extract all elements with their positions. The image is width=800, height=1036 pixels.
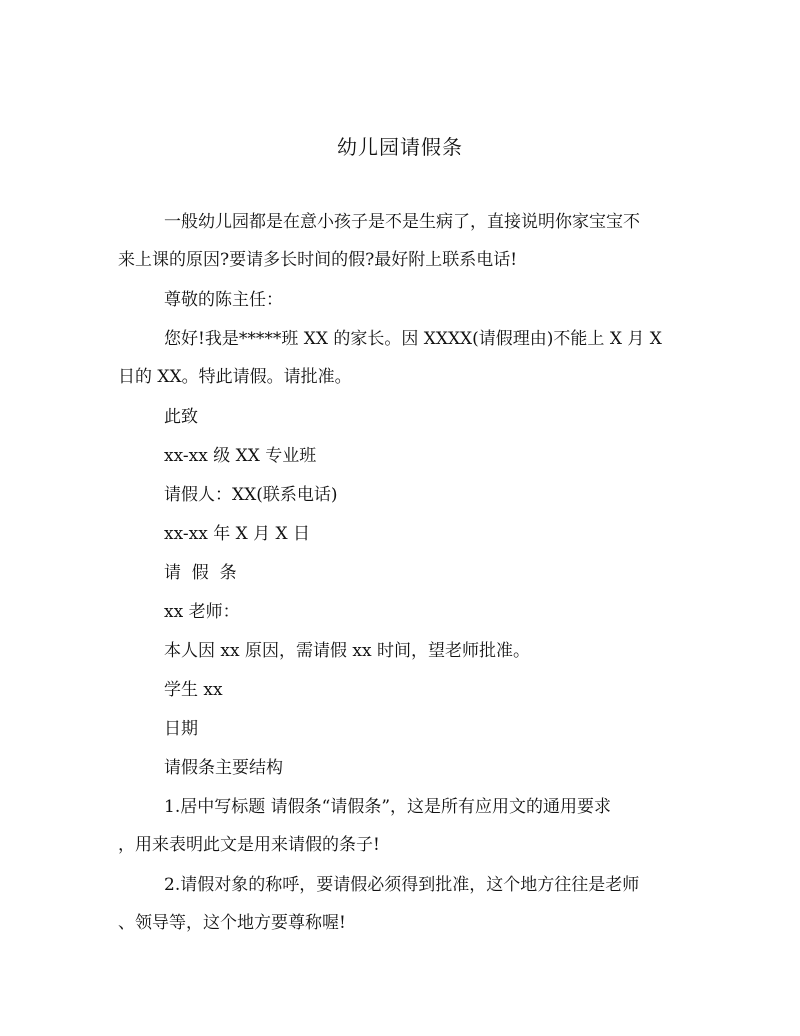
paragraph-body bbox=[118, 320, 688, 396]
paragraph-line: 请 假 条 bbox=[164, 563, 237, 583]
paragraph-line: 此致 bbox=[164, 407, 198, 427]
paragraph-structure-1 bbox=[118, 788, 688, 864]
paragraph-line: 日期 bbox=[164, 719, 198, 739]
paragraph-date bbox=[118, 515, 688, 553]
paragraph-line: 一般幼儿园都是在意小孩子是不是生病了，直接说明你家宝宝不 bbox=[164, 212, 640, 232]
paragraph-student bbox=[118, 671, 688, 709]
paragraph-line: xx-xx 级 XX 专业班 bbox=[164, 446, 317, 466]
paragraph-line: 来上课的原因?要请多长时间的假?最好附上联系电话! bbox=[118, 250, 518, 270]
paragraph-reason bbox=[118, 632, 688, 670]
paragraph-line: 请假条主要结构 bbox=[164, 758, 283, 778]
paragraph-line: 您好!我是*****班 XX 的家长。因 XXXX(请假理由)不能上 X 月 X bbox=[164, 329, 662, 349]
paragraph-line: xx-xx 年 X 月 X 日 bbox=[164, 524, 311, 544]
paragraph-line: ，用来表明此文是用来请假的条子! bbox=[118, 835, 380, 855]
paragraph-line: 学生 xx bbox=[164, 680, 223, 700]
paragraph-line: 本人因 xx 原因，需请假 xx 时间，望老师批准。 bbox=[164, 641, 530, 661]
paragraph-salutation bbox=[118, 281, 688, 319]
paragraph-heading-leave-note bbox=[118, 554, 688, 592]
paragraph-date-label bbox=[118, 710, 688, 748]
paragraph-line: 、领导等，这个地方要尊称喔! bbox=[118, 913, 346, 933]
paragraph-line: 日的 XX。特此请假。请批准。 bbox=[118, 367, 352, 387]
paragraph-structure-heading bbox=[118, 749, 688, 787]
document-title: 幼儿园请假条 bbox=[337, 135, 463, 159]
paragraph-line: 1.居中写标题 请假条“请假条”，这是所有应用文的通用要求 bbox=[164, 797, 612, 817]
paragraph-line: 尊敬的陈主任： bbox=[164, 290, 283, 310]
paragraph-requester bbox=[118, 476, 688, 514]
paragraph-intro bbox=[118, 203, 688, 279]
paragraph-teacher bbox=[118, 593, 688, 631]
paragraph-closing bbox=[118, 398, 688, 436]
paragraph-structure-2 bbox=[118, 866, 688, 942]
paragraph-line: xx 老师： bbox=[164, 602, 240, 622]
paragraph-line: 请假人：XX(联系电话) bbox=[164, 485, 338, 505]
paragraph-class bbox=[118, 437, 688, 475]
paragraph-line: 2.请假对象的称呼，要请假必须得到批准，这个地方往往是老师 bbox=[164, 875, 640, 895]
